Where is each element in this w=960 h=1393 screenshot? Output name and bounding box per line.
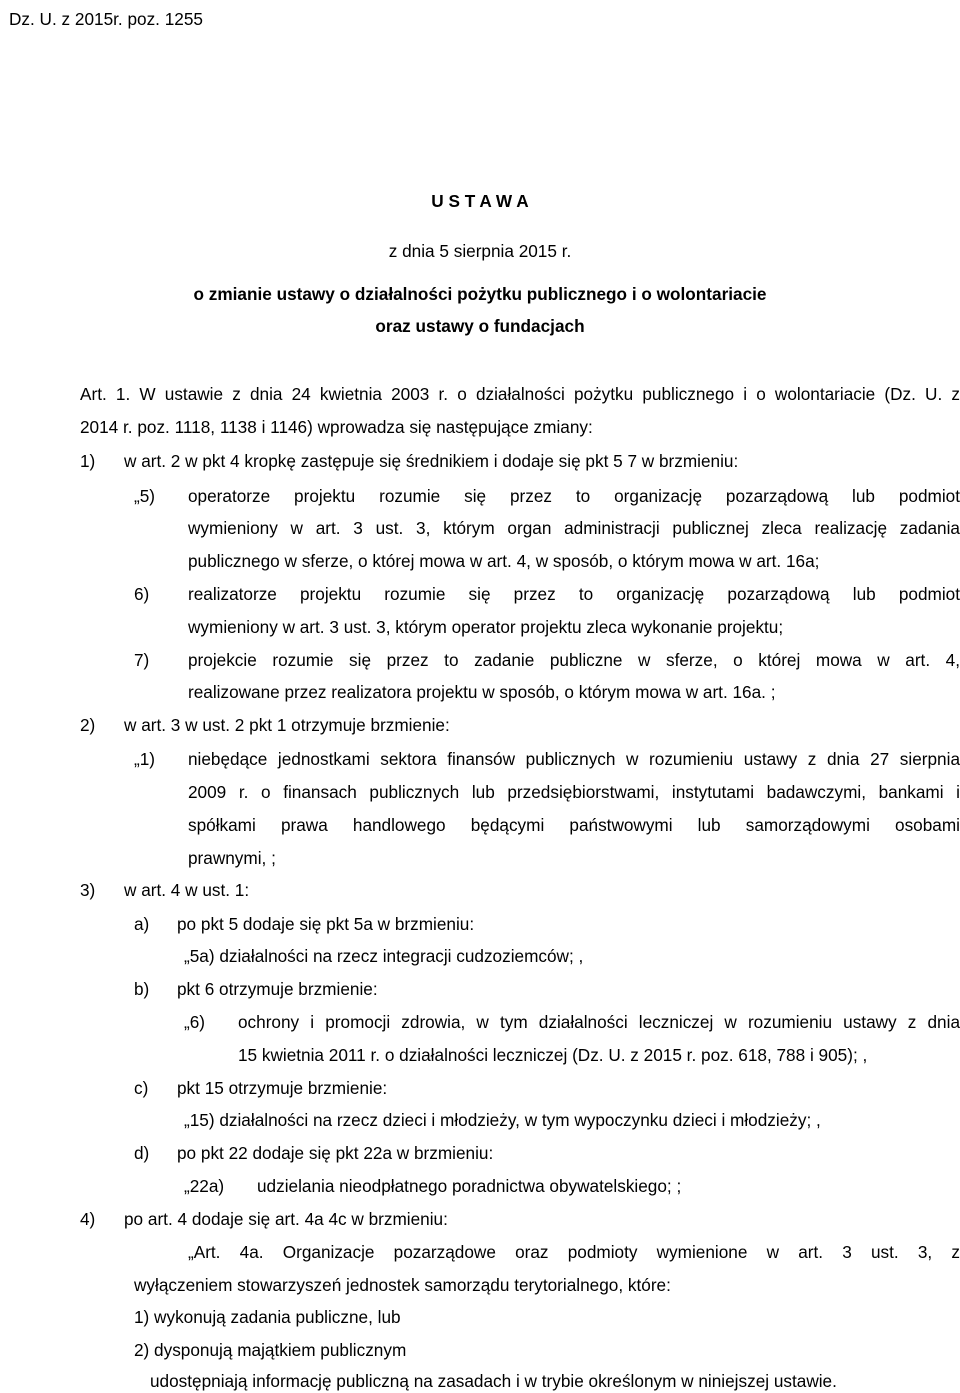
item-3-text: w art. 4 w ust. 1: (124, 880, 250, 900)
item-number-2: 2) (80, 715, 96, 735)
art4a-point-2: 2) dysponują majątkiem publicznym (134, 1340, 407, 1360)
page-header: Dz. U. z 2015r. poz. 1255 (9, 9, 203, 29)
point-7-number: 7) (134, 650, 150, 670)
letter-a: a) (134, 914, 150, 934)
letter-a-text: po pkt 5 dodaje się pkt 5a w brzmieniu: (177, 914, 475, 934)
point-6b-line-2: 15 kwietnia 2011 r. o działalności leczniczej (Dz. U. z 2015 r. poz. 618, 788 i 905); , (238, 1045, 868, 1065)
point-1-line-2: 2009 r. o finansach publicznych lub przedsiębiorstwami, instytutami badawczymi, bankami i (188, 782, 960, 802)
point-1-number: „1) (134, 749, 156, 769)
item-number-1: 1) (80, 451, 96, 471)
item-4-text: po art. 4 dodaje się art. 4a 4c w brzmieniu: (124, 1209, 448, 1229)
item-number-3: 3) (80, 880, 96, 900)
art1-intro-line-2: 2014 r. poz. 1118, 1138 i 1146) wprowadza się następujące zmiany: (80, 417, 593, 437)
item-number-4: 4) (80, 1209, 96, 1229)
point-1-line-4: prawnymi, ; (188, 848, 276, 868)
art4a-point-1: 1) wykonują zadania publiczne, lub (134, 1307, 401, 1327)
item-2-text: w art. 3 w ust. 2 pkt 1 otrzymuje brzmienie: (124, 715, 450, 735)
point-7-line-2: realizowane przez realizatora projektu w sposób, o którym mowa w art. 16a. ; (188, 682, 776, 702)
point-22a-text: udzielania nieodpłatnego poradnictwa obywatelskiego; ; (257, 1176, 682, 1196)
point-1-line-1: niebędące jednostkami sektora finansów publicznych w rozumieniu ustawy z dnia 27 sierpnia (188, 749, 960, 769)
point-5-number: „5) (134, 486, 156, 506)
art4a-line-2: wyłączeniem stowarzyszeń jednostek samorządu terytorialnego, które: (134, 1275, 671, 1295)
point-5a: „5a) działalności na rzecz integracji cudzoziemców; , (184, 946, 584, 966)
act-date: z dnia 5 sierpnia 2015 r. (388, 241, 572, 261)
item-1-text: w art. 2 w pkt 4 kropkę zastępuje się średnikiem i dodaje się pkt 5 7 w brzmieniu: (124, 451, 739, 471)
point-7-line-1: projekcie rozumie się przez to zadanie publiczne w sferze, o której mowa w art. 4, (188, 650, 960, 670)
point-1-line-3: spółkami prawa handlowego będącymi państwowymi lub samorządowymi osobami (188, 815, 960, 835)
point-5-line-2: wymieniony w art. 3 ust. 3, którym organ administracji publicznej zleca realizację zadania (188, 518, 960, 538)
art1-intro-line-1: Art. 1. W ustawie z dnia 24 kwietnia 2003 r. o działalności pożytku publicznego i o wolontariacie (Dz. U. z (80, 384, 960, 404)
letter-b: b) (134, 979, 150, 999)
art4a-closing: udostępniają informację publiczną na zasadach i w trybie określonym w niniejszej ustawie. (150, 1371, 837, 1391)
point-15: „15) działalności na rzecz dzieci i młodzieży, w tym wypoczynku dzieci i młodzieży; , (184, 1110, 821, 1130)
point-22a-number: „22a) (184, 1176, 225, 1196)
point-5-line-1: operatorze projektu rozumie się przez to organizację pozarządową lub podmiot (188, 486, 960, 506)
art4a-line-1: „Art. 4a. Organizacje pozarządowe oraz podmioty wymienione w art. 3 ust. 3, z (188, 1242, 960, 1262)
point-6-line-2: wymieniony w art. 3 ust. 3, którym operator projektu zleca wykonanie projektu; (188, 617, 784, 637)
act-subject-line-1: o zmianie ustawy o działalności pożytku publicznego i o wolontariacie (193, 284, 767, 304)
letter-d-text: po pkt 22 dodaje się pkt 22a w brzmieniu: (177, 1143, 494, 1163)
point-6b-line-1: ochrony i promocji zdrowia, w tym działalności leczniczej w rozumieniu ustawy z dnia (238, 1012, 960, 1032)
act-title: U S T A W A (431, 191, 529, 211)
letter-b-text: pkt 6 otrzymuje brzmienie: (177, 979, 378, 999)
point-6-number: 6) (134, 584, 150, 604)
point-5-line-3: publicznego w sferze, o której mowa w art. 4, w sposób, o którym mowa w art. 16a; (188, 551, 820, 571)
letter-c: c) (134, 1078, 149, 1098)
point-6-line-1: realizatorze projektu rozumie się przez to organizację pozarządową lub podmiot (188, 584, 960, 604)
act-subject-line-2: oraz ustawy o fundacjach (375, 316, 585, 336)
point-6b-number: „6) (184, 1012, 206, 1032)
letter-d: d) (134, 1143, 150, 1163)
letter-c-text: pkt 15 otrzymuje brzmienie: (177, 1078, 388, 1098)
